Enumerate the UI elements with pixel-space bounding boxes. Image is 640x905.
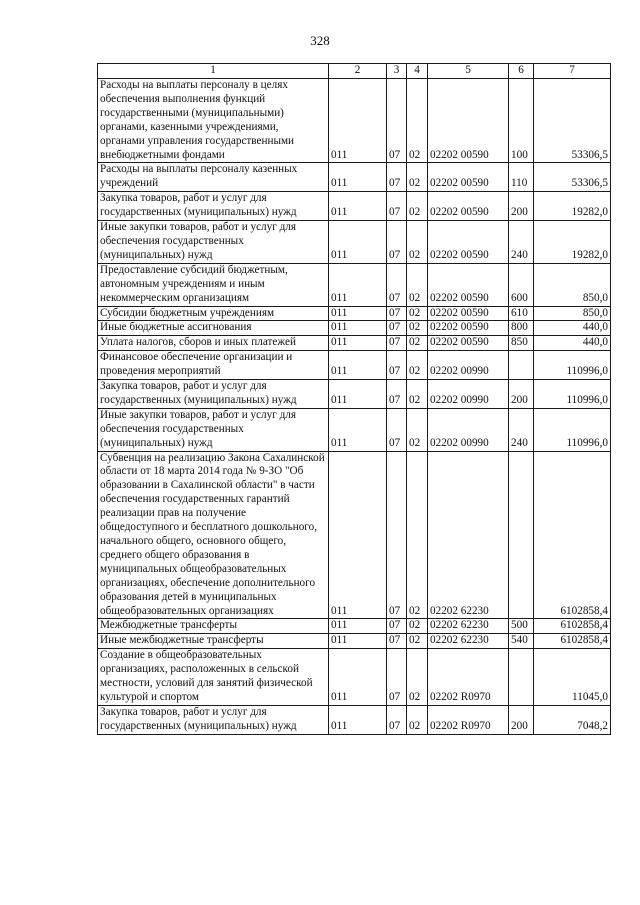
column-header: 7 bbox=[534, 64, 611, 79]
target-article-cell: 02202 00590 bbox=[428, 79, 509, 163]
table-row bbox=[98, 705, 611, 734]
ministry-code-cell: 011 bbox=[329, 79, 387, 163]
ministry-code-cell: 011 bbox=[329, 163, 387, 192]
amount-cell: 6102858,4 bbox=[534, 619, 611, 634]
amount-cell: 11045,0 bbox=[534, 649, 611, 706]
amount-cell: 110996,0 bbox=[534, 380, 611, 409]
section-code-cell: 07 bbox=[387, 408, 407, 451]
row-name-cell: Субвенция на реализацию Закона Сахалинской области от 18 марта 2014 года № 9-ЗО "Об образовании в Сахалинской области" в части обеспечения государственных гарантий реализации прав на получение общедоступного и бесплатного дошкольного, начального общего, основного общего, среднего общего образования в муниципальных общеобразовательных организациях, обеспечение дополнительного образования детей в муниципальных общеобразовательных организациях bbox=[98, 451, 329, 619]
table-row bbox=[98, 263, 611, 306]
ministry-code-cell: 011 bbox=[329, 408, 387, 451]
expense-type-cell bbox=[509, 649, 534, 706]
amount-cell: 7048,2 bbox=[534, 705, 611, 734]
table-row bbox=[98, 192, 611, 221]
amount-cell: 850,0 bbox=[534, 263, 611, 306]
row-name-cell: Субсидии бюджетным учреждениям bbox=[98, 306, 329, 321]
expense-type-cell: 800 bbox=[509, 321, 534, 336]
column-header: 1 bbox=[98, 64, 329, 79]
section-code-cell: 07 bbox=[387, 705, 407, 734]
amount-cell: 850,0 bbox=[534, 306, 611, 321]
amount-cell: 53306,5 bbox=[534, 163, 611, 192]
section-code-cell: 07 bbox=[387, 380, 407, 409]
subsection-code-cell: 02 bbox=[407, 192, 428, 221]
ministry-code-cell: 011 bbox=[329, 619, 387, 634]
expense-type-cell: 500 bbox=[509, 619, 534, 634]
column-header: 3 bbox=[387, 64, 407, 79]
expense-type-cell: 100 bbox=[509, 79, 534, 163]
target-article-cell: 02202 00990 bbox=[428, 380, 509, 409]
row-name-cell: Межбюджетные трансферты bbox=[98, 619, 329, 634]
ministry-code-cell: 011 bbox=[329, 263, 387, 306]
target-article-cell: 02202 00590 bbox=[428, 336, 509, 351]
ministry-code-cell: 011 bbox=[329, 192, 387, 221]
ministry-code-cell: 011 bbox=[329, 306, 387, 321]
target-article-cell: 02202 00990 bbox=[428, 408, 509, 451]
ministry-code-cell: 011 bbox=[329, 321, 387, 336]
section-code-cell: 07 bbox=[387, 306, 407, 321]
subsection-code-cell: 02 bbox=[407, 649, 428, 706]
expense-type-cell: 850 bbox=[509, 336, 534, 351]
amount-cell: 110996,0 bbox=[534, 408, 611, 451]
target-article-cell: 02202 00590 bbox=[428, 321, 509, 336]
amount-cell: 440,0 bbox=[534, 336, 611, 351]
table-row bbox=[98, 351, 611, 380]
section-code-cell: 07 bbox=[387, 79, 407, 163]
section-code-cell: 07 bbox=[387, 451, 407, 619]
subsection-code-cell: 02 bbox=[407, 306, 428, 321]
subsection-code-cell: 02 bbox=[407, 619, 428, 634]
table-row bbox=[98, 336, 611, 351]
column-header: 5 bbox=[428, 64, 509, 79]
target-article-cell: 02202 62230 bbox=[428, 619, 509, 634]
budget-table bbox=[97, 63, 611, 735]
column-header: 4 bbox=[407, 64, 428, 79]
amount-cell: 6102858,4 bbox=[534, 634, 611, 649]
section-code-cell: 07 bbox=[387, 336, 407, 351]
row-name-cell: Расходы на выплаты персоналу в целях обеспечения выполнения функций государственными (муниципальными) органами, казенными учреждениями, органами управления государственными внебюджетными фондами bbox=[98, 79, 329, 163]
row-name-cell: Уплата налогов, сборов и иных платежей bbox=[98, 336, 329, 351]
section-code-cell: 07 bbox=[387, 221, 407, 264]
target-article-cell: 02202 62230 bbox=[428, 451, 509, 619]
ministry-code-cell: 011 bbox=[329, 351, 387, 380]
ministry-code-cell: 011 bbox=[329, 380, 387, 409]
amount-cell: 19282,0 bbox=[534, 192, 611, 221]
section-code-cell: 07 bbox=[387, 321, 407, 336]
subsection-code-cell: 02 bbox=[407, 79, 428, 163]
table-row bbox=[98, 79, 611, 163]
section-code-cell: 07 bbox=[387, 634, 407, 649]
target-article-cell: 02202 R0970 bbox=[428, 705, 509, 734]
table-row bbox=[98, 619, 611, 634]
expense-type-cell: 240 bbox=[509, 221, 534, 264]
section-code-cell: 07 bbox=[387, 351, 407, 380]
section-code-cell: 07 bbox=[387, 649, 407, 706]
section-code-cell: 07 bbox=[387, 192, 407, 221]
ministry-code-cell: 011 bbox=[329, 336, 387, 351]
header-row bbox=[98, 64, 611, 79]
expense-type-cell: 110 bbox=[509, 163, 534, 192]
row-name-cell: Создание в общеобразовательных организациях, расположенных в сельской местности, условий для занятий физической культурой и спортом bbox=[98, 649, 329, 706]
column-header: 6 bbox=[509, 64, 534, 79]
expense-type-cell: 200 bbox=[509, 705, 534, 734]
ministry-code-cell: 011 bbox=[329, 221, 387, 264]
subsection-code-cell: 02 bbox=[407, 336, 428, 351]
amount-cell: 19282,0 bbox=[534, 221, 611, 264]
table-body bbox=[98, 79, 611, 735]
ministry-code-cell: 011 bbox=[329, 451, 387, 619]
subsection-code-cell: 02 bbox=[407, 263, 428, 306]
expense-type-cell: 610 bbox=[509, 306, 534, 321]
subsection-code-cell: 02 bbox=[407, 321, 428, 336]
row-name-cell: Иные закупки товаров, работ и услуг для обеспечения государственных (муниципальных) нужд bbox=[98, 408, 329, 451]
target-article-cell: 02202 R0970 bbox=[428, 649, 509, 706]
section-code-cell: 07 bbox=[387, 619, 407, 634]
section-code-cell: 07 bbox=[387, 163, 407, 192]
row-name-cell: Предоставление субсидий бюджетным, автономным учреждениям и иным некоммерческим организациям bbox=[98, 263, 329, 306]
subsection-code-cell: 02 bbox=[407, 380, 428, 409]
page-number: 328 bbox=[310, 33, 330, 48]
row-name-cell: Закупка товаров, работ и услуг для государственных (муниципальных) нужд bbox=[98, 380, 329, 409]
table-row bbox=[98, 221, 611, 264]
table-row bbox=[98, 451, 611, 619]
amount-cell: 110996,0 bbox=[534, 351, 611, 380]
table-row bbox=[98, 634, 611, 649]
target-article-cell: 02202 00590 bbox=[428, 263, 509, 306]
subsection-code-cell: 02 bbox=[407, 163, 428, 192]
row-name-cell: Иные бюджетные ассигнования bbox=[98, 321, 329, 336]
ministry-code-cell: 011 bbox=[329, 705, 387, 734]
expense-type-cell bbox=[509, 351, 534, 380]
row-name-cell: Иные межбюджетные трансферты bbox=[98, 634, 329, 649]
table-row bbox=[98, 321, 611, 336]
target-article-cell: 02202 00590 bbox=[428, 221, 509, 264]
subsection-code-cell: 02 bbox=[407, 705, 428, 734]
table-row bbox=[98, 163, 611, 192]
column-header: 2 bbox=[329, 64, 387, 79]
expense-type-cell bbox=[509, 451, 534, 619]
amount-cell: 440,0 bbox=[534, 321, 611, 336]
row-name-cell: Закупка товаров, работ и услуг для государственных (муниципальных) нужд bbox=[98, 192, 329, 221]
row-name-cell: Иные закупки товаров, работ и услуг для обеспечения государственных (муниципальных) нужд bbox=[98, 221, 329, 264]
subsection-code-cell: 02 bbox=[407, 221, 428, 264]
amount-cell: 6102858,4 bbox=[534, 451, 611, 619]
table-row bbox=[98, 380, 611, 409]
expense-type-cell: 600 bbox=[509, 263, 534, 306]
expense-type-cell: 540 bbox=[509, 634, 534, 649]
row-name-cell: Расходы на выплаты персоналу казенных учреждений bbox=[98, 163, 329, 192]
row-name-cell: Закупка товаров, работ и услуг для государственных (муниципальных) нужд bbox=[98, 705, 329, 734]
target-article-cell: 02202 62230 bbox=[428, 634, 509, 649]
target-article-cell: 02202 00590 bbox=[428, 192, 509, 221]
target-article-cell: 02202 00990 bbox=[428, 351, 509, 380]
table-row bbox=[98, 306, 611, 321]
expense-type-cell: 200 bbox=[509, 380, 534, 409]
table-row bbox=[98, 649, 611, 706]
subsection-code-cell: 02 bbox=[407, 634, 428, 649]
subsection-code-cell: 02 bbox=[407, 451, 428, 619]
expense-type-cell: 200 bbox=[509, 192, 534, 221]
subsection-code-cell: 02 bbox=[407, 351, 428, 380]
amount-cell: 53306,5 bbox=[534, 79, 611, 163]
section-code-cell: 07 bbox=[387, 263, 407, 306]
ministry-code-cell: 011 bbox=[329, 634, 387, 649]
row-name-cell: Финансовое обеспечение организации и проведения мероприятий bbox=[98, 351, 329, 380]
target-article-cell: 02202 00590 bbox=[428, 306, 509, 321]
expense-type-cell: 240 bbox=[509, 408, 534, 451]
target-article-cell: 02202 00590 bbox=[428, 163, 509, 192]
table-row bbox=[98, 408, 611, 451]
ministry-code-cell: 011 bbox=[329, 649, 387, 706]
subsection-code-cell: 02 bbox=[407, 408, 428, 451]
